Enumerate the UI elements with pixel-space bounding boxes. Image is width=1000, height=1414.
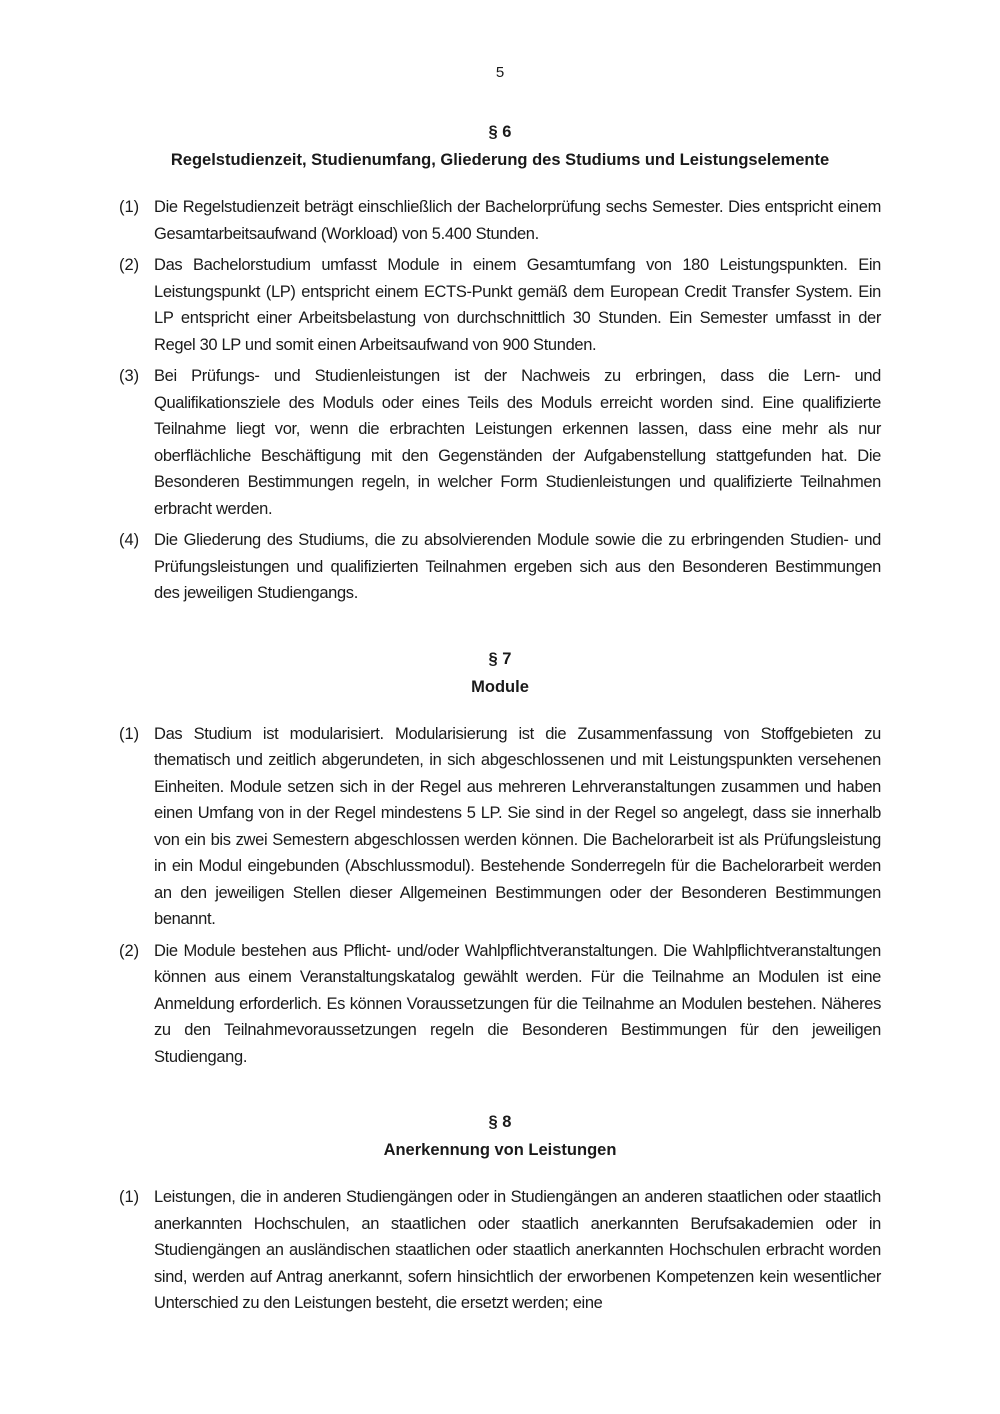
paragraph-number: (2)	[119, 256, 140, 274]
section-heading	[119, 1108, 881, 1164]
paragraph-text: Bei Prüfungs- und Studienleistungen ist der Nachweis zu erbringen, dass die Lern- und Qualifikationsziele des Moduls oder eines Teils des Moduls erreicht worden sind. Eine qualifizierte Teilnahme liegt vor, wenn die erbrachten Leistungen erkennen lassen, dass eine mehr als nur oberflächliche Beschäftigung mit den Gegenständen der Aufgabenstellung stattgefunden hat. Die Besonderen Bestimmungen regeln, in welcher Form Studienleistungen und qualifizierte Teilnahmen erbracht werden.	[154, 367, 881, 518]
section-symbol: § 6	[488, 123, 512, 141]
section-6	[119, 118, 881, 607]
paragraph-text: Leistungen, die in anderen Studiengängen oder in Studiengängen an anderen staatlichen oder staatlich anerkannten Hochschulen, an staatlichen oder staatlich anerkannten Berufsakademien oder in Studiengängen an ausländischen staatlichen oder staatlich anerkannten Hochschulen erbracht worden sind, werden auf Antrag anerkannt, sofern hinsichtlich der erworbenen Kompetenzen kein wesentlicher Unterschied zu den Leistungen besteht, die ersetzt werden; eine	[154, 1188, 881, 1312]
section-symbol: § 7	[488, 649, 512, 668]
paragraph	[119, 721, 881, 933]
section-title: Regelstudienzeit, Studienumfang, Gliederung des Studiums und Leistungselemente	[170, 151, 830, 169]
paragraph	[119, 194, 881, 247]
paragraph-number: (1)	[119, 198, 140, 216]
document-body	[119, 118, 881, 1322]
paragraph-number: (1)	[119, 1188, 140, 1206]
paragraph-text: Das Studium ist modularisiert. Modularisierung ist die Zusammenfassung von Stoffgebieten zu thematisch und zeitlich abgerundeten, in sich abgeschlossenen und mit Leistungspunkten versehenen Einheiten. Module setzen sich in der Regel aus mehreren Lehrveranstaltungen zusammen und haben einen Umfang von in der Regel mindestens 5 LP. Sie sind in der Regel so angelegt, dass sie innerhalb von ein bis zwei Semestern abgeschlossen werden können. Die Bachelorarbeit ist als Prüfungsleistung in ein Modul eingebunden (Abschlussmodul). Bestehende Sonderregeln für die Bachelorarbeit werden an den jeweiligen Stellen dieser Allgemeinen Bestimmungen oder der Besonderen Bestimmungen benannt.	[154, 724, 881, 928]
paragraph	[119, 1184, 881, 1317]
paragraph	[119, 938, 881, 1071]
paragraph-number: (2)	[119, 941, 140, 960]
page-number: 5	[495, 64, 505, 81]
paragraph	[119, 527, 881, 607]
section-heading	[119, 118, 881, 174]
paragraph-number: (1)	[119, 724, 140, 743]
section-title: Anerkennung von Leistungen	[383, 1141, 617, 1159]
section-heading	[119, 645, 881, 701]
section-7	[119, 645, 881, 1071]
paragraph-number: (3)	[119, 367, 140, 385]
paragraph	[119, 252, 881, 358]
paragraph-text: Die Module bestehen aus Pflicht- und/oder Wahlpflichtveranstaltungen. Die Wahlpflichtveranstaltungen können aus einem Veranstaltungskatalog gewählt werden. Für die Teilnahme an Modulen ist eine Anmeldung erforderlich. Es können Voraussetzungen für die Teilnahme an Modulen bestehen. Näheres zu den Teilnahmevoraussetzungen regeln die Besonderen Bestimmungen für den jeweiligen Studiengang.	[154, 941, 881, 1066]
paragraph-text: Das Bachelorstudium umfasst Module in einem Gesamtumfang von 180 Leistungspunkten. Ein Leistungspunkt (LP) entspricht einem ECTS-Punkt gemäß dem European Credit Transfer System. Ein LP entspricht einer Arbeitsbelastung von durchschnittlich 30 Stunden. Ein Semester umfasst in der Regel 30 LP und somit einen Arbeitsaufwand von 900 Stunden.	[154, 256, 881, 354]
section-symbol: § 8	[488, 1113, 512, 1131]
paragraph-number: (4)	[119, 531, 140, 549]
paragraph-text: Die Regelstudienzeit beträgt einschließlich der Bachelorprüfung sechs Semester. Dies entspricht einem Gesamtarbeitsaufwand (Workload) von 5.400 Stunden.	[154, 198, 881, 243]
paragraph	[119, 363, 881, 522]
section-title: Module	[471, 677, 529, 696]
section-8	[119, 1108, 881, 1317]
paragraph-text: Die Gliederung des Studiums, die zu absolvierenden Module sowie die zu erbringenden Studien- und Prüfungsleistungen und qualifizierten Teilnahmen ergeben sich aus den Besonderen Bestimmungen des jeweiligen Studiengangs.	[154, 531, 881, 602]
